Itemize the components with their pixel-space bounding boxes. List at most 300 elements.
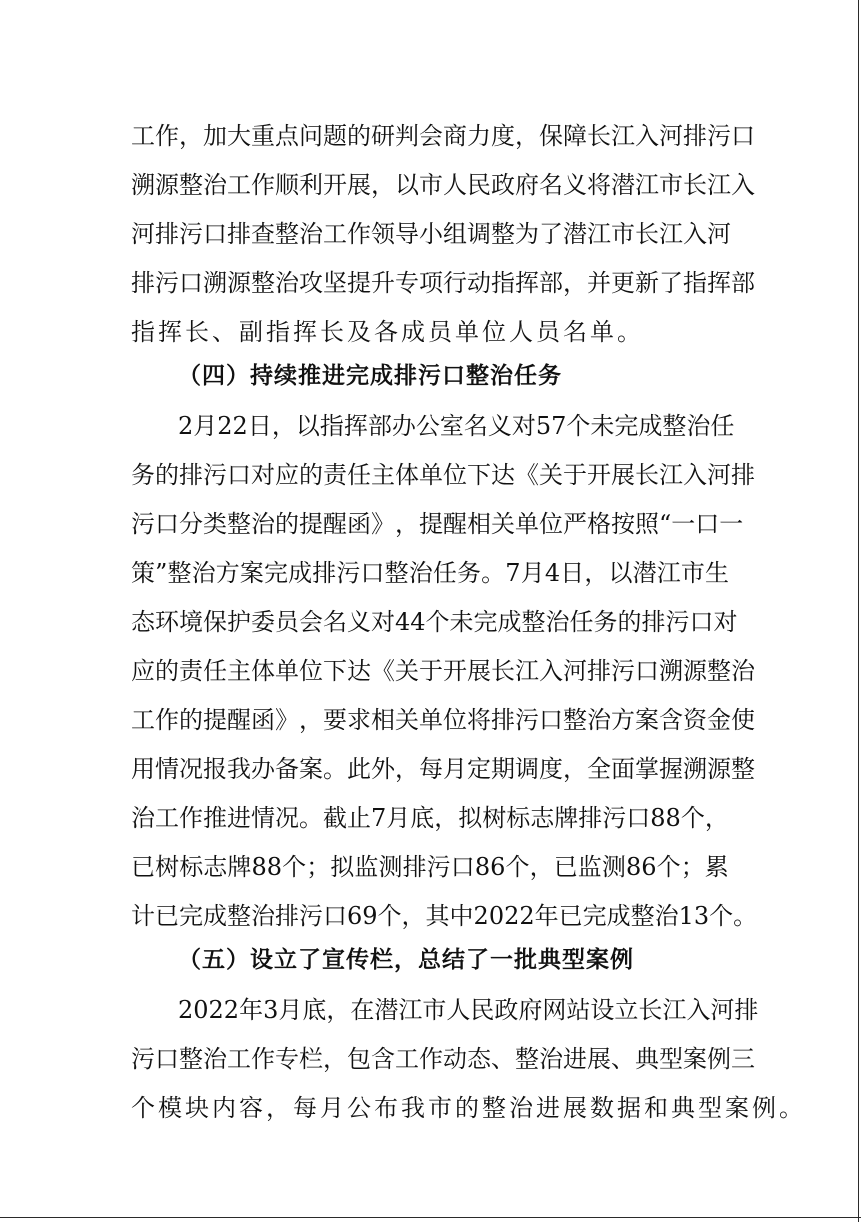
text-glyph: 作: [155, 706, 179, 734]
text-glyph: 含: [659, 706, 683, 734]
text-glyph: 专: [395, 269, 419, 297]
text-glyph: 污: [203, 461, 227, 489]
text-glyph: 严: [563, 510, 587, 538]
text-glyph: 入: [683, 461, 707, 489]
text-glyph: 办: [391, 412, 416, 440]
text-glyph: 义: [563, 171, 587, 199]
text-glyph: 展: [611, 461, 635, 489]
text-glyph: 排: [227, 220, 251, 248]
text-glyph: 组: [443, 220, 467, 248]
text-glyph: 对: [713, 608, 738, 636]
text-glyph: 污: [665, 608, 690, 636]
text-glyph: 推: [203, 804, 227, 832]
text-glyph: ，: [515, 122, 539, 150]
text-glyph: ，: [563, 755, 587, 783]
text-glyph: 口: [626, 804, 651, 832]
text-glyph: 污: [299, 902, 323, 930]
text-glyph: 溯: [131, 171, 155, 199]
text-line: [131, 218, 729, 250]
text-glyph: 了: [659, 269, 683, 297]
text-glyph: 污: [707, 122, 731, 150]
text-glyph: 新: [635, 269, 659, 297]
text-glyph: 小: [419, 220, 443, 248]
text-glyph: 问: [299, 122, 323, 150]
text-glyph: 。: [733, 902, 758, 930]
text-glyph: 整: [251, 269, 275, 297]
text-glyph: 整: [275, 220, 299, 248]
text-glyph: 含: [371, 1045, 395, 1073]
text-glyph: 江: [656, 559, 681, 587]
text-glyph: 民: [467, 171, 491, 199]
text-glyph: 分: [179, 510, 203, 538]
text-glyph: 河: [563, 657, 587, 685]
text-glyph: 相: [467, 510, 491, 538]
text-glyph: 《: [371, 657, 395, 685]
text-glyph: 将: [467, 706, 491, 734]
text-glyph: 为: [515, 220, 539, 248]
text-glyph: 排: [734, 996, 759, 1024]
text-glyph: 作: [251, 1045, 275, 1073]
text-glyph: 口: [360, 559, 385, 587]
text-glyph: 了: [539, 220, 563, 248]
text-glyph: 例: [707, 1045, 731, 1073]
text-glyph: 口: [227, 461, 251, 489]
text-glyph: 完: [614, 412, 639, 440]
text-glyph: ，: [395, 510, 419, 538]
text-glyph: 江: [398, 996, 423, 1024]
text-glyph: 展: [347, 171, 371, 199]
text-line: [131, 169, 755, 201]
text-glyph: 2: [178, 412, 194, 440]
text-glyph: 的: [617, 608, 642, 636]
text-glyph: 成: [497, 608, 522, 636]
text-glyph: 商: [443, 122, 467, 150]
text-glyph: 提: [347, 269, 371, 297]
text-glyph: 源: [155, 171, 179, 199]
text-glyph: 更: [611, 269, 635, 297]
text-glyph: 江: [515, 657, 539, 685]
text-glyph: 江: [659, 220, 683, 248]
text-glyph: 治: [654, 902, 679, 930]
text-glyph: 相: [371, 706, 395, 734]
text-glyph: 于: [563, 461, 587, 489]
text-glyph: 。: [481, 559, 506, 587]
text-glyph: 口: [203, 220, 227, 248]
text-glyph: 责: [323, 461, 347, 489]
text-glyph: 排: [402, 853, 427, 881]
text-glyph: 作: [155, 122, 179, 150]
text-glyph: 型: [659, 1045, 683, 1073]
text-glyph: 报: [203, 755, 227, 783]
text-glyph: 。: [323, 755, 347, 783]
text-glyph: 拟: [330, 853, 355, 881]
text-glyph: 整: [563, 706, 587, 734]
text-glyph: 污: [179, 220, 203, 248]
text-glyph: 政: [494, 996, 519, 1024]
scan-border-bottom: [0, 1217, 861, 1218]
text-glyph: 治: [251, 902, 275, 930]
text-glyph: 治: [408, 559, 433, 587]
text-glyph: 会: [299, 608, 323, 636]
text-glyph: 态: [131, 608, 155, 636]
text-glyph: 潜: [632, 559, 657, 587]
text-glyph: 态: [467, 1045, 491, 1073]
text-glyph: 已: [155, 902, 179, 930]
text-glyph: 醒: [227, 706, 251, 734]
text-glyph: 月: [443, 755, 467, 783]
text-glyph: 治: [203, 171, 227, 199]
text-glyph: 口: [323, 902, 347, 930]
text-glyph: 河: [131, 220, 155, 248]
text-glyph: 体: [395, 461, 419, 489]
text-glyph: 调: [515, 755, 539, 783]
text-line: [131, 557, 729, 589]
text-glyph: 树: [482, 804, 507, 832]
text-glyph: 每: [419, 755, 443, 783]
text-glyph: 作: [179, 804, 203, 832]
text-line: [131, 753, 755, 785]
text-glyph: 指: [491, 269, 515, 297]
text-glyph: 一: [671, 510, 696, 538]
text-glyph: 中: [449, 902, 474, 930]
text-glyph: 整: [491, 220, 515, 248]
text-glyph: 情: [251, 804, 275, 832]
text-glyph: 责: [179, 657, 203, 685]
text-glyph: 江: [635, 171, 659, 199]
text-glyph: 开: [323, 171, 347, 199]
text-glyph: 。: [299, 804, 323, 832]
text-glyph: 源: [707, 755, 731, 783]
text-glyph: 河: [710, 996, 735, 1024]
text-glyph: 下: [323, 657, 347, 685]
text-glyph: 策: [131, 559, 155, 587]
text-glyph: 工: [227, 1045, 251, 1073]
text-glyph: 提: [299, 510, 323, 538]
text-glyph: 站: [566, 996, 591, 1024]
text-glyph: 已: [131, 853, 155, 881]
text-glyph: 对: [371, 608, 395, 636]
text-glyph: 22: [217, 412, 248, 440]
text-glyph: ，: [704, 804, 729, 832]
text-glyph: 监: [577, 853, 602, 881]
text-glyph: 度: [491, 122, 515, 150]
text-glyph: 口: [731, 122, 755, 150]
text-glyph: 个: [377, 902, 402, 930]
text-glyph: 江: [662, 996, 687, 1024]
text-glyph: 重: [251, 122, 275, 150]
text-glyph: 个: [680, 804, 705, 832]
text-glyph: 入: [686, 996, 711, 1024]
text-glyph: 7: [371, 804, 387, 832]
text-glyph: 挥: [343, 412, 368, 440]
text-glyph: 作: [419, 1045, 443, 1073]
text-glyph: 任: [347, 461, 371, 489]
text-glyph: 领: [371, 220, 395, 248]
text-glyph: 调: [467, 220, 491, 248]
text-glyph: 要: [323, 706, 347, 734]
text-glyph: 污: [131, 510, 155, 538]
text-glyph: 人: [443, 171, 467, 199]
text-glyph: 单: [515, 510, 539, 538]
text-glyph: 面: [611, 755, 635, 783]
text-glyph: 日: [247, 412, 272, 440]
text-glyph: 整: [179, 1045, 203, 1073]
text-glyph: 测: [378, 853, 403, 881]
text-glyph: 指: [319, 412, 344, 440]
text-glyph: 治: [587, 706, 611, 734]
text-glyph: 任: [710, 412, 735, 440]
text-glyph: 在: [350, 996, 375, 1024]
text-glyph: 室: [439, 412, 464, 440]
text-glyph: 方: [611, 706, 635, 734]
text-glyph: 办: [251, 755, 275, 783]
text-glyph: 单: [419, 706, 443, 734]
text-glyph: 江: [611, 122, 635, 150]
text-glyph: 使: [731, 706, 755, 734]
text-glyph: 立: [614, 996, 639, 1024]
text-glyph: 名: [323, 608, 347, 636]
text-glyph: 治: [275, 269, 299, 297]
text-glyph: 入: [683, 220, 707, 248]
text-glyph: 完: [582, 902, 607, 930]
text-glyph: 保: [203, 608, 227, 636]
text-glyph: 个: [505, 853, 530, 881]
text-glyph: 位: [299, 657, 323, 685]
text-glyph: 排: [491, 706, 515, 734]
text-glyph: 工: [395, 1045, 419, 1073]
text-glyph: 溯: [683, 755, 707, 783]
text-glyph: 河: [707, 220, 731, 248]
text-glyph: 2022: [178, 996, 240, 1024]
text-glyph: 口: [155, 510, 179, 538]
section-heading-5: （五）设立了宣传栏，总结了一批典型案例: [178, 947, 634, 973]
text-glyph: 以: [295, 412, 320, 440]
text-glyph: 治: [539, 1045, 563, 1073]
text-glyph: 长: [635, 461, 659, 489]
text-glyph: 成: [203, 902, 227, 930]
text-glyph: 工: [323, 220, 347, 248]
text-glyph: ；: [680, 853, 705, 881]
text-glyph: 志: [203, 853, 228, 881]
text-glyph: 治: [131, 804, 155, 832]
text-glyph: 外: [371, 755, 395, 783]
text-glyph: 潜: [611, 171, 635, 199]
text-glyph: 展: [587, 1045, 611, 1073]
text-glyph: 环: [155, 608, 179, 636]
section-heading-4: （四）持续推进完成排污口整治任务: [178, 363, 562, 389]
text-glyph: 务: [457, 559, 482, 587]
text-glyph: 7: [505, 559, 521, 587]
text-glyph: 污: [426, 853, 451, 881]
text-glyph: 个: [282, 853, 307, 881]
text-glyph: 动: [443, 1045, 467, 1073]
text-glyph: 期: [491, 755, 515, 783]
text-glyph: 题: [323, 122, 347, 150]
text-glyph: 作: [347, 220, 371, 248]
text-glyph: ，: [434, 804, 459, 832]
text-glyph: 3: [263, 996, 279, 1024]
text-glyph: 单: [275, 657, 299, 685]
text-glyph: 主: [227, 657, 251, 685]
text-glyph: 污: [602, 804, 627, 832]
text-glyph: 日: [560, 559, 585, 587]
text-glyph: 提: [203, 706, 227, 734]
text-glyph: 成: [606, 902, 631, 930]
text-glyph: 务: [593, 608, 618, 636]
text-glyph: 展: [467, 657, 491, 685]
text-glyph: 个: [656, 853, 681, 881]
text-glyph: 部: [367, 412, 392, 440]
text-glyph: 个: [566, 412, 591, 440]
text-glyph: 进: [227, 804, 251, 832]
text-line: 个模块内容，每月公布我市的整治进展数据和典型案例。: [131, 1094, 806, 1122]
text-glyph: 公: [415, 412, 440, 440]
text-glyph: 关: [395, 706, 419, 734]
text-glyph: 污: [336, 559, 361, 587]
text-glyph: 应: [131, 657, 155, 685]
text-line: [131, 267, 755, 299]
text-glyph: 醒: [323, 510, 347, 538]
text-glyph: 市: [680, 559, 705, 587]
text-glyph: 义: [347, 608, 371, 636]
text-line: [131, 704, 755, 736]
text-glyph: 入: [731, 171, 755, 199]
text-glyph: 达: [347, 657, 371, 685]
text-glyph: 、: [491, 1045, 515, 1073]
text-glyph: 工: [131, 706, 155, 734]
text-glyph: 口: [689, 608, 714, 636]
text-glyph: 栏: [299, 1045, 323, 1073]
text-glyph: 江: [587, 220, 611, 248]
text-glyph: ，: [563, 269, 587, 297]
text-glyph: 醒: [443, 510, 467, 538]
text-glyph: 按: [611, 510, 635, 538]
text-glyph: 备: [275, 755, 299, 783]
text-line: 指挥长、副指挥长及各成员单位人员名单。: [131, 318, 644, 346]
text-glyph: 类: [203, 510, 227, 538]
text-glyph: 任: [569, 608, 594, 636]
text-glyph: 源: [683, 657, 707, 685]
text-glyph: 开: [443, 657, 467, 685]
text-glyph: 的: [179, 706, 203, 734]
text-glyph: 测: [601, 853, 626, 881]
text-glyph: 护: [227, 608, 251, 636]
text-glyph: 以: [395, 171, 419, 199]
text-glyph: 江: [659, 461, 683, 489]
text-glyph: 民: [470, 996, 495, 1024]
text-line: [131, 459, 755, 491]
text-glyph: 、: [611, 1045, 635, 1073]
text-glyph: 导: [395, 220, 419, 248]
text-glyph: 市: [611, 220, 635, 248]
text-glyph: 溯: [203, 269, 227, 297]
text-glyph: 提: [419, 510, 443, 538]
text-glyph: 河: [707, 461, 731, 489]
text-glyph: 情: [155, 755, 179, 783]
text-glyph: 治: [203, 1045, 227, 1073]
text-glyph: 查: [251, 220, 275, 248]
text-glyph: 整: [179, 171, 203, 199]
text-glyph: 政: [491, 171, 515, 199]
text-glyph: 口: [539, 706, 563, 734]
text-glyph: 月: [193, 412, 218, 440]
text-glyph: “: [659, 510, 672, 538]
text-glyph: 委: [251, 608, 275, 636]
text-glyph: 入: [539, 657, 563, 685]
text-glyph: 我: [227, 755, 251, 783]
text-glyph: 》: [371, 510, 395, 538]
text-glyph: ”: [155, 559, 168, 587]
text-glyph: 的: [299, 461, 323, 489]
text-glyph: 底: [302, 996, 327, 1024]
text-glyph: 源: [227, 269, 251, 297]
text-glyph: ，: [179, 122, 203, 150]
text-glyph: 函: [347, 510, 371, 538]
text-line: [178, 994, 759, 1026]
text-glyph: 案: [239, 559, 264, 587]
text-glyph: 完: [264, 559, 289, 587]
text-glyph: 包: [347, 1045, 371, 1073]
text-glyph: 大: [227, 122, 251, 150]
text-glyph: 截: [323, 804, 347, 832]
text-glyph: 整: [167, 559, 192, 587]
text-glyph: 排: [155, 220, 179, 248]
text-glyph: 案: [299, 755, 323, 783]
text-glyph: 污: [155, 269, 179, 297]
text-glyph: 潜: [374, 996, 399, 1024]
text-glyph: 整: [707, 657, 731, 685]
text-glyph: 位: [443, 706, 467, 734]
text-glyph: 污: [515, 706, 539, 734]
text-glyph: 69: [347, 902, 378, 930]
text-glyph: 此: [347, 755, 371, 783]
text-glyph: 完: [473, 608, 498, 636]
text-glyph: ，: [271, 412, 296, 440]
text-glyph: 整: [227, 510, 251, 538]
text-line: [131, 1043, 755, 1075]
text-glyph: 关: [539, 461, 563, 489]
text-glyph: 坚: [323, 269, 347, 297]
text-glyph: 治: [545, 608, 570, 636]
text-glyph: 已: [553, 853, 578, 881]
text-glyph: 资: [683, 706, 707, 734]
text-glyph: 达: [491, 461, 515, 489]
text-glyph: 用: [131, 755, 155, 783]
text-glyph: 标: [179, 853, 204, 881]
text-glyph: 计: [131, 902, 155, 930]
text-glyph: 标: [506, 804, 531, 832]
text-glyph: 名: [539, 171, 563, 199]
text-glyph: 保: [539, 122, 563, 150]
text-glyph: 工: [155, 804, 179, 832]
text-glyph: 排: [131, 269, 155, 297]
text-glyph: 的: [155, 657, 179, 685]
text-glyph: 境: [179, 608, 203, 636]
text-glyph: 对: [511, 412, 536, 440]
text-glyph: 生: [704, 559, 729, 587]
text-glyph: 障: [563, 122, 587, 150]
text-glyph: 加: [203, 122, 227, 150]
text-glyph: 治: [251, 510, 275, 538]
text-glyph: 行: [443, 269, 467, 297]
text-glyph: 拟: [458, 804, 483, 832]
text-glyph: 掌: [635, 755, 659, 783]
text-glyph: 的: [155, 461, 179, 489]
text-glyph: 市: [659, 171, 683, 199]
text-glyph: 治: [731, 657, 755, 685]
text-glyph: 人: [446, 996, 471, 1024]
text-line: [131, 508, 744, 540]
